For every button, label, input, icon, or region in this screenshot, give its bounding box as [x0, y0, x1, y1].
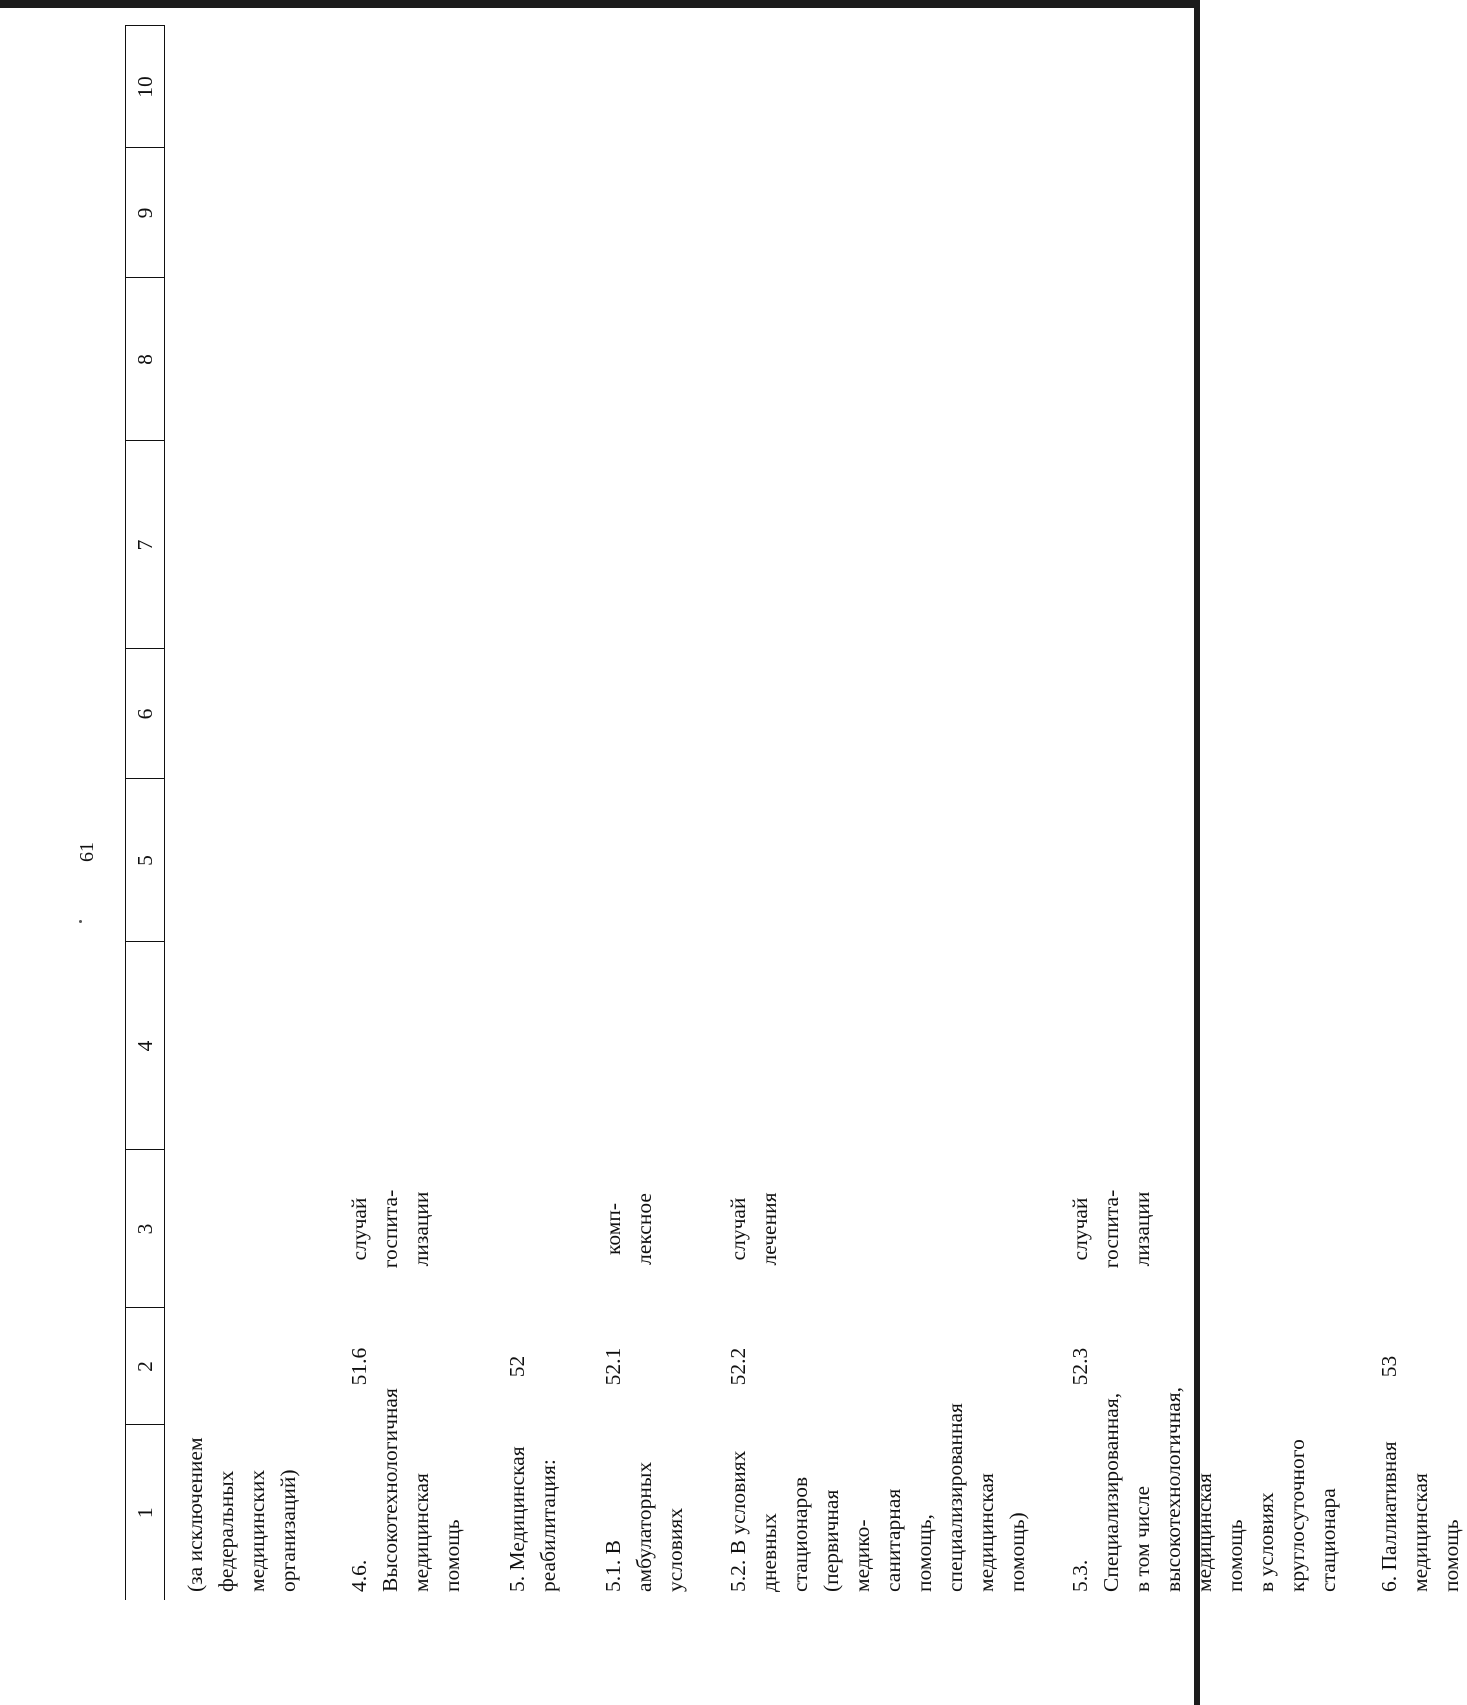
column-header: 1	[126, 1425, 165, 1600]
row-code: 52.3	[1068, 1347, 1092, 1386]
column-header: 8	[126, 278, 165, 441]
row-unit	[165, 1150, 305, 1308]
row-name: 6. Паллиативная медицинская помощь	[1377, 1441, 1463, 1592]
row-code: 52.2	[726, 1347, 750, 1386]
table-row	[304, 26, 468, 1600]
column-header: 5	[126, 779, 165, 942]
row-unit: случай лечения	[726, 1192, 781, 1266]
table-row	[691, 26, 1033, 1600]
column-header: 3	[126, 1150, 165, 1308]
table-row	[165, 26, 305, 1600]
row-name: 5.1. В амбулаторных условиях	[601, 1461, 687, 1592]
table-row	[1344, 26, 1467, 1600]
data-table	[125, 26, 1467, 1601]
row-unit	[1344, 1150, 1467, 1308]
row-unit: случай госпита- лизации	[1068, 1189, 1154, 1269]
table-row	[468, 26, 564, 1600]
row-code: 51.6	[347, 1347, 371, 1386]
row-unit: случай госпита- лизации	[347, 1189, 433, 1269]
table-row	[1033, 26, 1344, 1600]
row-name: 4.6. Высокотехнологичная медицинская помощь	[347, 1388, 464, 1592]
row-code: 52	[505, 1355, 529, 1378]
column-header: 2	[126, 1308, 165, 1425]
row-unit	[468, 1150, 564, 1308]
row-name: 5.3. Специализированная, в том числе высокотехнологичная, медицинская помощь в условиях круглосуточного стационара	[1068, 1386, 1340, 1592]
column-header: 6	[126, 649, 165, 779]
row-name: 5. Медицинская реабилитация:	[505, 1446, 560, 1592]
column-header: 10	[126, 26, 165, 148]
column-header: 4	[126, 942, 165, 1150]
row-name: 5.2. В условиях дневных стационаров (первичная медико-санитарная помощь, специализированная медицинская помощь)	[726, 1403, 1029, 1592]
row-unit: комп- лексное	[601, 1193, 656, 1265]
page-number: 61	[76, 842, 98, 862]
row-name: (за исключением федеральных медицинских организаций)	[183, 1437, 300, 1592]
scan-speck	[79, 920, 82, 923]
column-header: 9	[126, 148, 165, 278]
column-header: 7	[126, 441, 165, 649]
row-code	[165, 1308, 305, 1425]
table-row	[564, 26, 691, 1600]
header-row	[126, 26, 165, 1600]
row-code: 53	[1377, 1355, 1401, 1378]
row-code: 52.1	[601, 1347, 625, 1386]
